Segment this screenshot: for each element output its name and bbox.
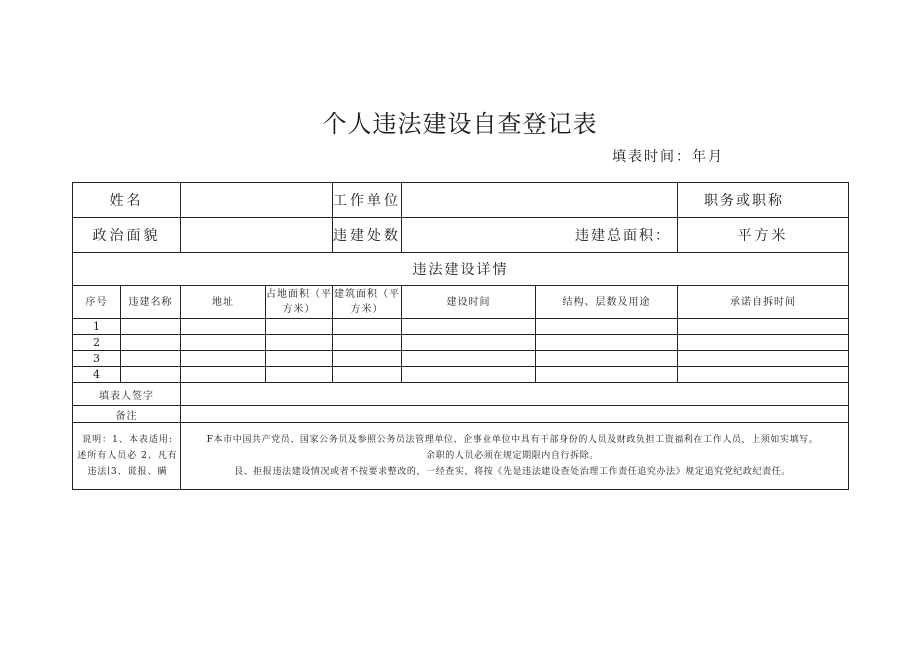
table-row [73,367,849,383]
cell-structure[interactable] [536,335,678,351]
cell-structure[interactable] [536,367,678,383]
cell-floor-area[interactable] [333,367,402,383]
political-status-label: 政治面貌 [73,218,181,253]
note-left-line: 说明：1、本表适用: [82,435,173,445]
remark-label: 备注 [73,406,181,423]
position-label: 职务或职称 [678,183,849,218]
note-right-line: F本市中国共产党员、国家公务员及参照公务员法管理单位、企事业单位中具有干部身份的人员及财政负担工资福利在工作人员，上须如实填写。 [206,435,819,445]
cell-build-time[interactable] [402,319,536,335]
note-left-line: 违法∣3、谎报、瞒 [87,467,168,477]
work-unit-label: 工作单位 [333,183,402,218]
note-right-line: 艮、拒报违法建设情况或者不按要求整改的，一经查实，将按《先是违法建设查处治理工作责任追究办法》规定追究党纪政纪责任。 [234,467,791,477]
cell-demolish-time[interactable] [678,367,849,383]
row-number: 4 [73,367,121,383]
violation-count-label: 违建处数 [333,218,402,253]
cell-structure[interactable] [536,319,678,335]
cell-name[interactable] [121,367,181,383]
personal-info-row [73,183,849,218]
total-area-unit: 平方米 [678,218,849,253]
name-field[interactable] [181,183,333,218]
col-floor-area: 建筑面积（平方米） [333,286,402,319]
notes-row [73,423,849,490]
remark-row [73,406,849,423]
cell-structure[interactable] [536,351,678,367]
col-land-area: 占地面积（平方米） [266,286,333,319]
table-row [73,335,849,351]
table-row [73,319,849,335]
name-label: 姓名 [73,183,181,218]
cell-build-time[interactable] [402,351,536,367]
signature-row [73,383,849,406]
notes-left [73,423,181,490]
summary-row [73,218,849,253]
remark-field[interactable] [181,406,849,423]
note-left-line: 述所有人员必 2、凡有 [77,451,178,461]
cell-build-time[interactable] [402,335,536,351]
cell-demolish-time[interactable] [678,335,849,351]
work-unit-field[interactable] [402,183,678,218]
col-seq: 序号 [73,286,121,319]
signature-field[interactable] [181,383,849,406]
cell-land-area[interactable] [266,335,333,351]
note-right-line: 余职的人员必须在规定期限内自行拆除。 [426,451,599,461]
detail-title: 违法建设详情 [73,253,849,286]
signature-label: 填表人签字 [73,383,181,406]
col-name: 违建名称 [121,286,181,319]
notes-right [181,423,849,490]
cell-address[interactable] [181,335,266,351]
col-demolish-time: 承诺自拆时间 [678,286,849,319]
cell-name[interactable] [121,351,181,367]
cell-floor-area[interactable] [333,319,402,335]
col-address: 地址 [181,286,266,319]
cell-land-area[interactable] [266,367,333,383]
table-row [73,351,849,367]
registration-table [72,182,849,490]
cell-floor-area[interactable] [333,335,402,351]
row-number: 1 [73,319,121,335]
political-status-field[interactable] [181,218,333,253]
cell-land-area[interactable] [266,319,333,335]
detail-column-headers [73,286,849,319]
cell-land-area[interactable] [266,351,333,367]
row-number: 3 [73,351,121,367]
cell-address[interactable] [181,367,266,383]
cell-name[interactable] [121,335,181,351]
cell-address[interactable] [181,319,266,335]
cell-address[interactable] [181,351,266,367]
col-structure: 结构、层数及用途 [536,286,678,319]
row-number: 2 [73,335,121,351]
col-build-time: 建设时间 [402,286,536,319]
detail-section-header [73,253,849,286]
form-title: 个人违法建设自查登记表 [322,110,598,138]
cell-demolish-time[interactable] [678,319,849,335]
cell-name[interactable] [121,319,181,335]
total-area-label: 违建总面积： [402,218,678,253]
cell-build-time[interactable] [402,367,536,383]
fill-date-label: 填表时间：年月 [612,149,724,165]
cell-floor-area[interactable] [333,351,402,367]
cell-demolish-time[interactable] [678,351,849,367]
